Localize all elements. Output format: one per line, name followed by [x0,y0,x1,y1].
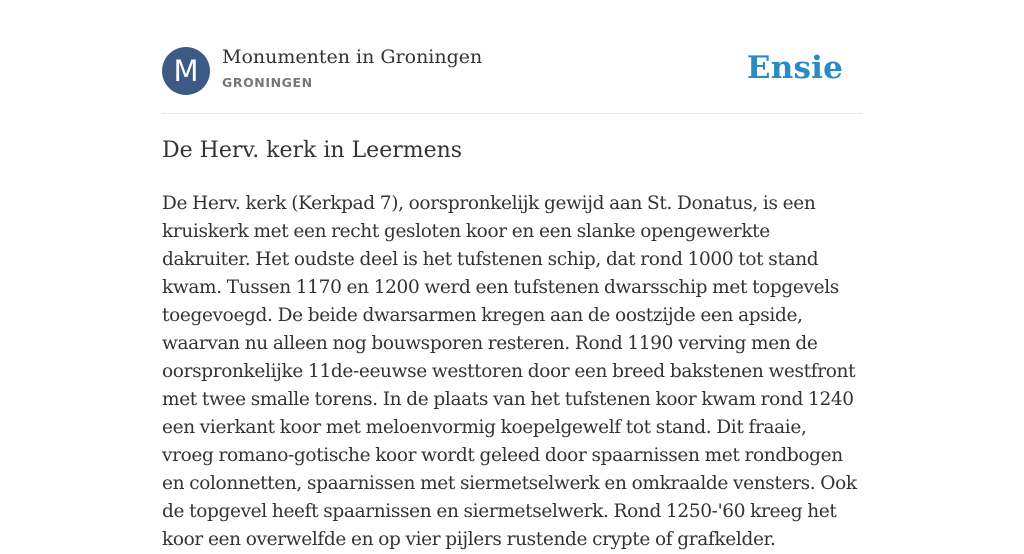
entry-card [162,0,862,550]
book-title-link[interactable]: Monumenten in Groningen [222,46,483,68]
entry-header [162,0,862,114]
entry-title: De Herv. kerk in Leermens [162,138,463,163]
entry-body: De Herv. kerk (Kerkpad 7), oorspronkelijk gewijd aan St. Donatus, is een kruiskerk met een recht gesloten koor en een slanke opengewerkte dakruiter. Het oudste deel is het tufstenen schip, dat rond 1000 tot stand kwam. Tussen 1170 en 1200 werd een tufstenen dwarsschip met topgevels toegevoegd. De beide dwarsarmen kregen aan de oostzijde een apside, waarvan nu alleen nog bouwsporen resteren. Rond 1190 verving men de oorspronkelijke 11de-eeuwse westtoren door een breed bakstenen westfront met twee smalle torens. In de plaats van het tufstenen koor kwam rond 1240 een vierkant koor met meloenvormig koepelgewelf tot stand. Dit fraaie, vroeg romano-gotische koor wordt geleed door spaarnissen met rondbogen en colonnetten, spaarnissen met siermetselwerk en omkraalde vensters. Ook de topgevel heeft spaarnissen en siermetselwerk. Rond 1250-'60 kreeg het koor een overwelfde en op vier pijlers rustende crypte of grafkelder. [162,193,857,550]
ensie-logo[interactable]: Ensie [746,50,843,86]
book-avatar[interactable]: M [162,47,210,95]
book-subtitle: GRONINGEN [222,75,313,90]
